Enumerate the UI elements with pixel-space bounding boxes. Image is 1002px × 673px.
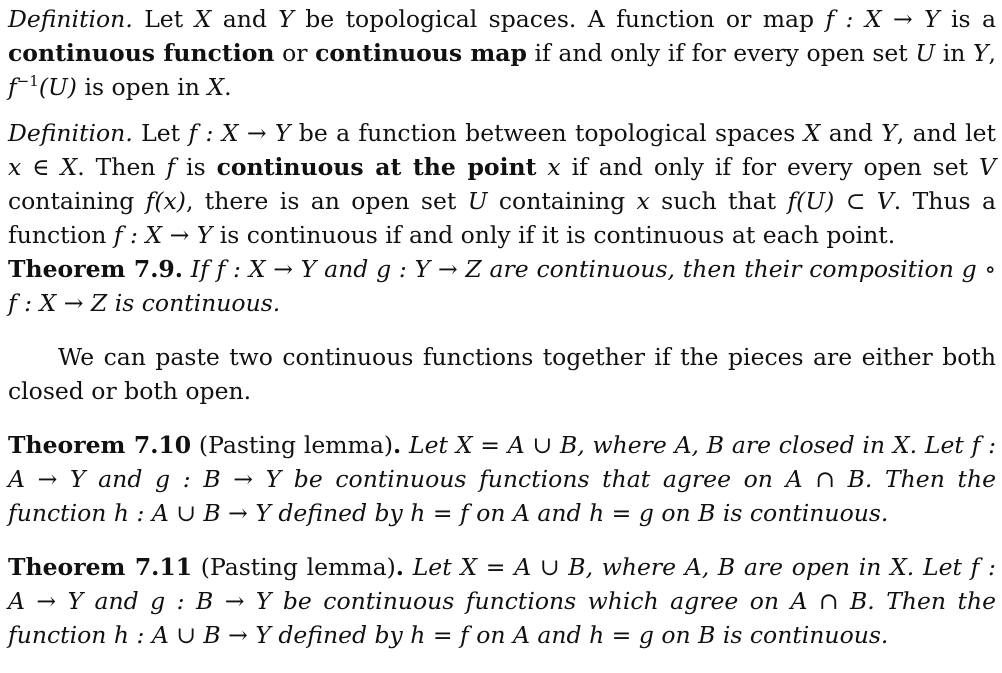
theorem-note: (Pasting lemma): [192, 553, 396, 581]
theorem-statement: Let X = A ∪ B, where A, B are open in X. Let f : A → Y and g : B → Y be continuous functions which agree on A ∩ B. Then the function h : A ∪ B → Y defined by h = f on A and h = g on B is continuous.: [8, 553, 996, 649]
theorem-7-11: Theorem 7.11 (Pasting lemma). Let X = A ∪ B, where A, B are open in X. Let f : A → Y and g : B → Y be continuous functions which agree on A ∩ B. Then the function h : A ∪ B → Y defined by h = f on A and h = g on B is continuous.: [8, 553, 996, 649]
theorem-7-10: Theorem 7.10 (Pasting lemma). Let X = A ∪ B, where A, B are closed in X. Let f : A → Y and g : B → Y be continuous functions that agree on A ∩ B. Then the function h : A ∪ B → Y defined by h = f on A and h = g on B is continuous.: [8, 431, 996, 527]
term-continuous-function: continuous function: [8, 39, 275, 67]
pasting-intro-paragraph: We can paste two continuous functions together if the pieces are either both closed or both open.: [8, 343, 996, 405]
definition-continuous-function: Definition. Let X and Y be topological spaces. A function or map f : X → Y is a continuous function or continuous map if and only if for every open set U in Y, $f^{-1}(U)$ is open in X.: [8, 5, 997, 101]
definition-continuous-at-point: Definition. Let f : X → Y be a function between topological spaces X and Y, and let x ∈ X. Then f is continuous at the point x if and only if for every open set V containing f(x), there is an open set U containing x such that f(U) ⊂ V. Thus a function f : X → Y is continuous if and only if it is continuous at each point.: [8, 119, 997, 249]
term-continuous-at-point: continuous at the point: [216, 153, 537, 181]
theorem-label: Theorem 7.10: [8, 431, 192, 459]
theorem-statement: If f : X → Y and g : Y → Z are continuous, then their composition g ∘ f : X → Z is continuous.: [8, 255, 996, 317]
document-page: [8, 2, 996, 652]
definition-label: Definition.: [8, 5, 133, 33]
theorem-label: Theorem 7.11: [8, 553, 193, 581]
theorem-statement: Let X = A ∪ B, where A, B are closed in X. Let f : A → Y and g : B → Y be continuous functions that agree on A ∩ B. Then the function h : A ∪ B → Y defined by h = f on A and h = g on B is continuous.: [8, 431, 996, 527]
theorem-label: Theorem 7.9.: [8, 255, 183, 283]
theorem-note: (Pasting lemma): [191, 431, 394, 459]
theorem-7-9: [8, 252, 996, 320]
definition-label: Definition.: [8, 119, 133, 147]
term-continuous-map: continuous map: [315, 39, 527, 67]
